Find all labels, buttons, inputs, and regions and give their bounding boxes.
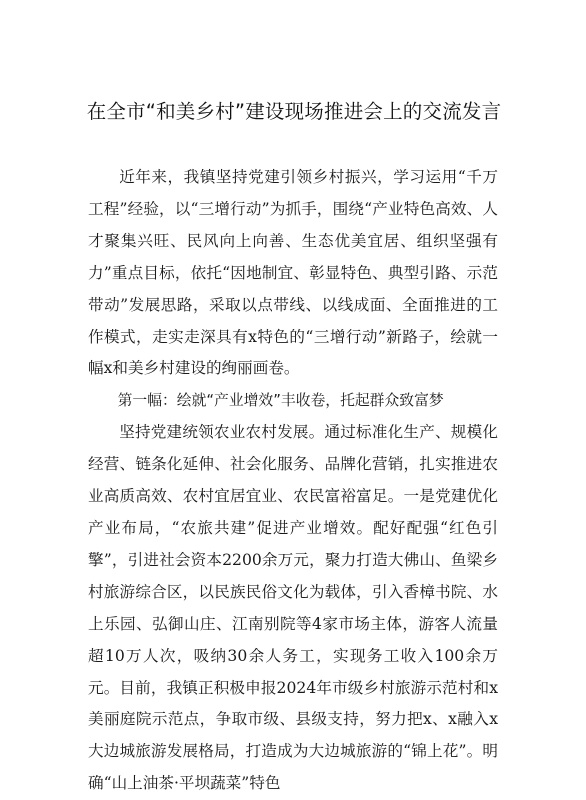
- document-title: 在全市“和美乡村”建设现场推进会上的交流发言: [86, 100, 502, 123]
- document-body: [88, 162, 498, 800]
- section-heading: 第一幅：绘就“产业增效”丰收卷，托起群众致富梦: [117, 392, 444, 410]
- body-paragraph: 坚持党建统领农业农村发展。通过标准化生产、规模化经营、链条化延伸、社会化服务、品牌化营销，扎实推进农业高质高效、农村宜居宜业、农民富裕富足。一是党建优化产业布局，“农旅共建”促进产业增效。配好配强“红色引擎”，引进社会资本2200余万元，聚力打造大佛山、鱼梁乡村旅游综合区，以民族民俗文化为载体，引入香樟书院、水上乐园、弘御山庄、江南别院等4家市场主体，游客人流量超10万人次，吸纳30余人务工，实现务工收入100余万元。目前，我镇正积极申报2024年市级乡村旅游示范村和x美丽庭院示范点，争取市级、县级支持，努力把x、x融入x大边城旅游发展格局，打造成为大边城旅游的“锦上花”。明确“山上油茶·平坝蔬菜”特色: [88, 423, 498, 793]
- intro-paragraph: 近年来，我镇坚持党建引领乡村振兴，学习运用“千万工程”经验，以“三增行动”为抓手，围绕“产业特色高效、人才聚集兴旺、民风向上向善、生态优美宜居、组织坚强有力”重点目标，依托“因地制宜、彰显特色、典型引路、示范带动”发展思路，采取以点带线、以线成面、全面推进的工作模式，走实走深具有x特色的“三增行动”新路子，绘就一幅x和美乡村建设的绚丽画卷。: [88, 168, 498, 378]
